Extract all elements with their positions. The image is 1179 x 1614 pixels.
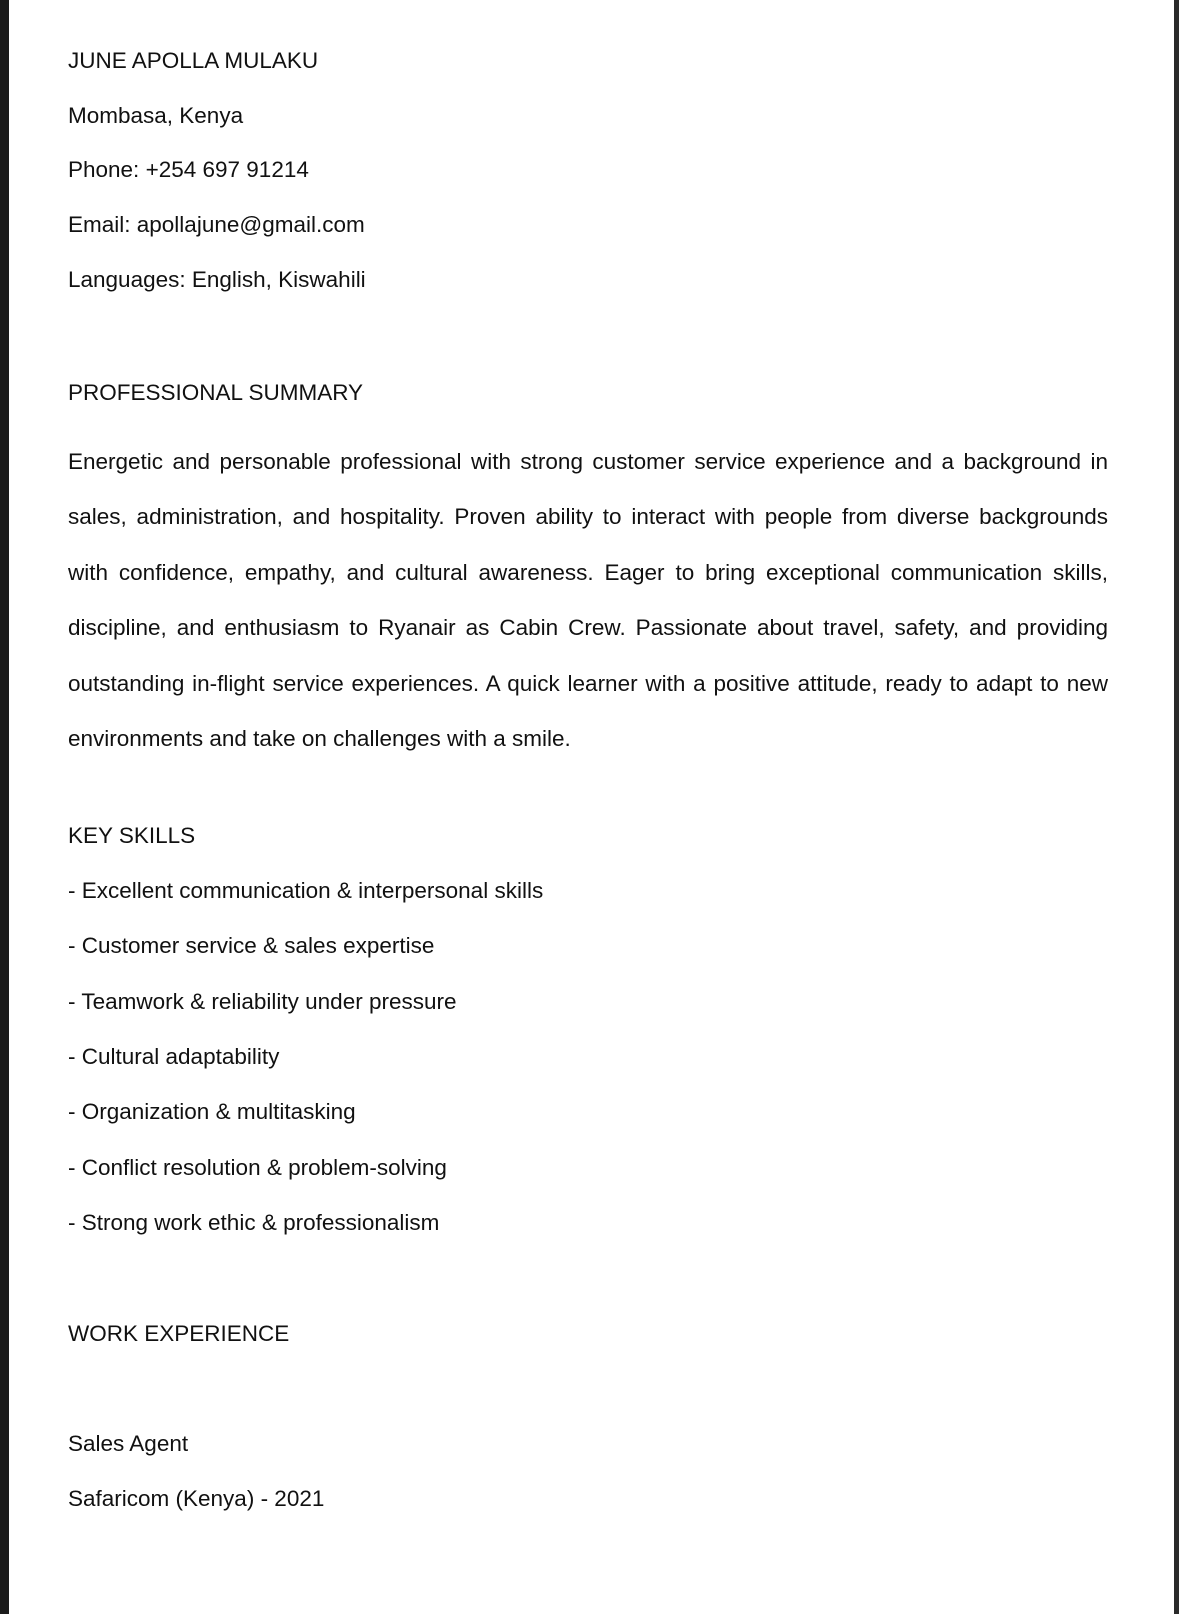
summary-heading: PROFESSIONAL SUMMARY [68, 380, 364, 405]
job-company-period: Safaricom (Kenya) - 2021 [68, 1486, 325, 1511]
phone: Phone: +254 697 91214 [68, 157, 309, 182]
skill-item: - Customer service & sales expertise [68, 933, 435, 958]
skill-item: - Teamwork & reliability under pressure [68, 989, 457, 1014]
email: Email: apollajune@gmail.com [68, 212, 365, 237]
location: Mombasa, Kenya [68, 103, 244, 128]
skill-item: - Conflict resolution & problem-solving [68, 1155, 447, 1180]
languages: Languages: English, Kiswahili [68, 267, 366, 292]
experience-heading: WORK EXPERIENCE [68, 1321, 290, 1346]
skill-item: - Strong work ethic & professionalism [68, 1210, 440, 1235]
skill-item: - Organization & multitasking [68, 1099, 356, 1124]
left-edge-shadow [0, 0, 9, 1614]
job-title: Sales Agent [68, 1431, 189, 1456]
skills-heading: KEY SKILLS [68, 823, 196, 848]
skill-item: - Excellent communication & interpersonal skills [68, 878, 544, 903]
applicant-name: JUNE APOLLA MULAKU [68, 48, 319, 73]
right-edge-shadow [1174, 0, 1179, 1614]
skill-item: - Cultural adaptability [68, 1044, 280, 1069]
summary-text: Energetic and personable professional with strong customer service experience and a background in sales, administration, and hospitality. Proven ability to interact with people from diverse backgrounds with confidence, empathy, and cultural awareness. Eager to bring exceptional communication skills, discipline, and enthusiasm to Ryanair as Cabin Crew. Passionate about travel, safety, and providing outstanding in-flight service experiences. A quick learner with a positive attitude, ready to adapt to new environments and take on challenges with a smile. [68, 449, 1108, 752]
